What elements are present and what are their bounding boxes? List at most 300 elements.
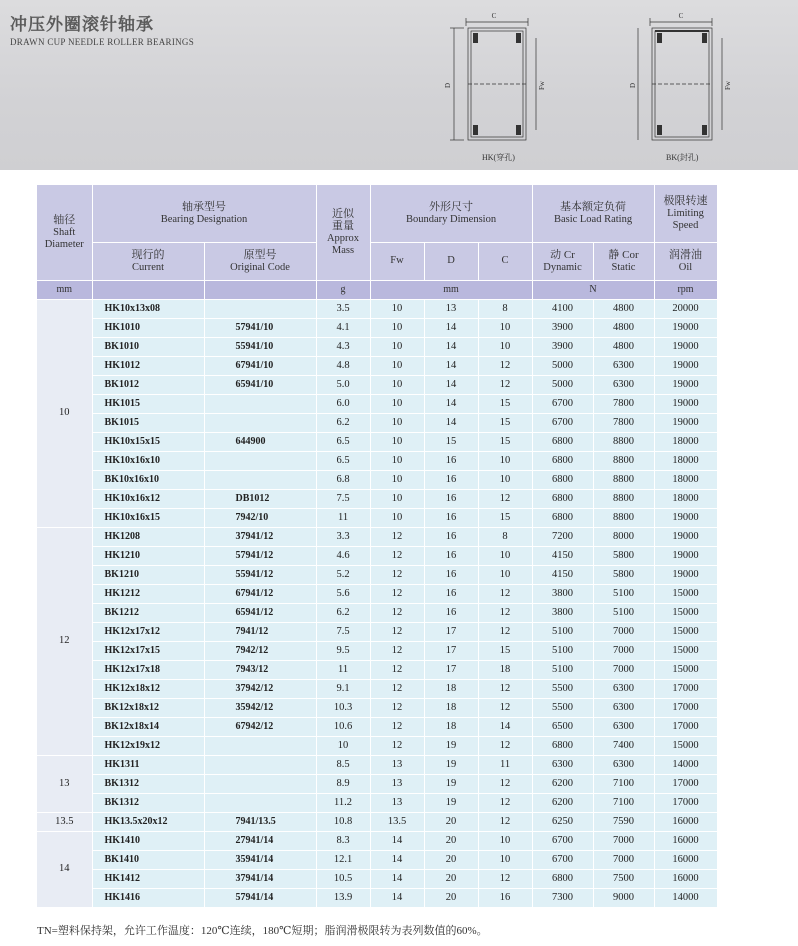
fw-cell: 12 bbox=[370, 699, 424, 718]
current-cell: HK1412 bbox=[92, 870, 204, 889]
d-cell: 20 bbox=[424, 832, 478, 851]
cor-cell: 7000 bbox=[593, 642, 654, 661]
fw-cell: 12 bbox=[370, 680, 424, 699]
dim-c-label: C bbox=[678, 12, 684, 20]
unit-shaft: mm bbox=[37, 281, 92, 300]
c-cell: 10 bbox=[478, 338, 532, 357]
current-cell: HK13.5x20x12 bbox=[92, 813, 204, 832]
original-cell bbox=[204, 794, 316, 813]
fw-cell: 12 bbox=[370, 661, 424, 680]
c-cell: 14 bbox=[478, 718, 532, 737]
mass-cell: 12.1 bbox=[316, 851, 370, 870]
original-cell: 55941/12 bbox=[204, 566, 316, 585]
d-cell: 14 bbox=[424, 357, 478, 376]
original-cell bbox=[204, 775, 316, 794]
cor-cell: 7000 bbox=[593, 832, 654, 851]
original-cell bbox=[204, 395, 316, 414]
table-row bbox=[37, 338, 717, 357]
original-cell: 65941/10 bbox=[204, 376, 316, 395]
table-row bbox=[37, 813, 717, 832]
original-cell: 37941/12 bbox=[204, 528, 316, 547]
c-cell: 12 bbox=[478, 604, 532, 623]
shaft-diameter-cell: 13.5 bbox=[37, 813, 92, 832]
d-cell: 20 bbox=[424, 813, 478, 832]
current-cell: BK12x18x12 bbox=[92, 699, 204, 718]
mass-cell: 5.6 bbox=[316, 585, 370, 604]
table-row bbox=[37, 547, 717, 566]
original-cell bbox=[204, 452, 316, 471]
cor-cell: 6300 bbox=[593, 357, 654, 376]
page-title-cn: 冲压外圈滚针轴承 bbox=[10, 15, 154, 34]
cor-cell: 6300 bbox=[593, 376, 654, 395]
fw-cell: 10 bbox=[370, 319, 424, 338]
c-cell: 12 bbox=[478, 490, 532, 509]
oil-cell: 18000 bbox=[654, 433, 717, 452]
original-cell bbox=[204, 471, 316, 490]
cor-cell: 8800 bbox=[593, 509, 654, 528]
current-cell: BK1010 bbox=[92, 338, 204, 357]
bk-bearing-diagram bbox=[629, 8, 740, 162]
cor-cell: 4800 bbox=[593, 300, 654, 319]
mass-cell: 5.2 bbox=[316, 566, 370, 585]
hk-caption: HK(穿孔) bbox=[482, 153, 515, 162]
dim-d-label: D bbox=[629, 82, 637, 88]
cor-cell: 5100 bbox=[593, 585, 654, 604]
mass-cell: 10 bbox=[316, 737, 370, 756]
cr-cell: 3900 bbox=[532, 338, 593, 357]
original-cell: 67941/10 bbox=[204, 357, 316, 376]
c-cell: 15 bbox=[478, 395, 532, 414]
table-row bbox=[37, 889, 717, 908]
current-cell: BK12x18x14 bbox=[92, 718, 204, 737]
d-cell: 16 bbox=[424, 547, 478, 566]
mass-cell: 10.6 bbox=[316, 718, 370, 737]
cr-cell: 6700 bbox=[532, 414, 593, 433]
current-cell: HK1311 bbox=[92, 756, 204, 775]
c-cell: 15 bbox=[478, 642, 532, 661]
mass-cell: 11 bbox=[316, 661, 370, 680]
oil-cell: 14000 bbox=[654, 756, 717, 775]
c-cell: 12 bbox=[478, 775, 532, 794]
cr-cell: 7200 bbox=[532, 528, 593, 547]
d-cell: 18 bbox=[424, 718, 478, 737]
cr-cell: 6800 bbox=[532, 870, 593, 889]
cor-cell: 5800 bbox=[593, 547, 654, 566]
current-cell: BK1210 bbox=[92, 566, 204, 585]
c-cell: 10 bbox=[478, 452, 532, 471]
c-cell: 10 bbox=[478, 319, 532, 338]
original-cell bbox=[204, 300, 316, 319]
cor-cell: 9000 bbox=[593, 889, 654, 908]
oil-cell: 18000 bbox=[654, 471, 717, 490]
fw-cell: 12 bbox=[370, 737, 424, 756]
oil-cell: 17000 bbox=[654, 775, 717, 794]
fw-cell: 14 bbox=[370, 851, 424, 870]
d-cell: 16 bbox=[424, 452, 478, 471]
current-cell: HK10x16x10 bbox=[92, 452, 204, 471]
cr-cell: 6300 bbox=[532, 756, 593, 775]
original-cell: 644900 bbox=[204, 433, 316, 452]
table-row bbox=[37, 452, 717, 471]
cr-cell: 7300 bbox=[532, 889, 593, 908]
d-cell: 13 bbox=[424, 300, 478, 319]
original-cell: 35941/14 bbox=[204, 851, 316, 870]
oil-cell: 19000 bbox=[654, 509, 717, 528]
mass-cell: 7.5 bbox=[316, 490, 370, 509]
fw-cell: 13.5 bbox=[370, 813, 424, 832]
designation-header: 轴承型号 Bearing Designation bbox=[92, 185, 316, 243]
unit-speed: rpm bbox=[654, 281, 717, 300]
fw-cell: 14 bbox=[370, 889, 424, 908]
cor-cell: 6300 bbox=[593, 718, 654, 737]
table-row bbox=[37, 718, 717, 737]
cr-cell: 6800 bbox=[532, 509, 593, 528]
cor-cell: 7000 bbox=[593, 623, 654, 642]
cr-cell: 4150 bbox=[532, 547, 593, 566]
oil-cell: 14000 bbox=[654, 889, 717, 908]
mass-cell: 4.1 bbox=[316, 319, 370, 338]
current-cell: HK12x17x15 bbox=[92, 642, 204, 661]
current-cell: BK1312 bbox=[92, 775, 204, 794]
c-cell: 12 bbox=[478, 680, 532, 699]
current-cell: HK1012 bbox=[92, 357, 204, 376]
current-cell: HK12x17x18 bbox=[92, 661, 204, 680]
fw-cell: 10 bbox=[370, 357, 424, 376]
cor-cell: 7400 bbox=[593, 737, 654, 756]
shaft-diameter-cell: 14 bbox=[37, 832, 92, 908]
cor-cell: 7590 bbox=[593, 813, 654, 832]
cor-cell: 7800 bbox=[593, 395, 654, 414]
table-row bbox=[37, 300, 717, 319]
original-cell: 7941/12 bbox=[204, 623, 316, 642]
original-cell bbox=[204, 414, 316, 433]
fw-cell: 10 bbox=[370, 452, 424, 471]
cr-cell: 6200 bbox=[532, 775, 593, 794]
cr-cell: 5000 bbox=[532, 357, 593, 376]
fw-cell: 12 bbox=[370, 604, 424, 623]
cr-cell: 6700 bbox=[532, 395, 593, 414]
page-title-en: DRAWN CUP NEEDLE ROLLER BEARINGS bbox=[10, 37, 195, 47]
cor-cell: 7100 bbox=[593, 775, 654, 794]
d-cell: 16 bbox=[424, 528, 478, 547]
original-cell: 35942/12 bbox=[204, 699, 316, 718]
original-cell: 37942/12 bbox=[204, 680, 316, 699]
c-cell: 15 bbox=[478, 509, 532, 528]
oil-cell: 15000 bbox=[654, 623, 717, 642]
original-cell: 7943/12 bbox=[204, 661, 316, 680]
mass-cell: 10.8 bbox=[316, 813, 370, 832]
d-cell: 17 bbox=[424, 661, 478, 680]
fw-cell: 13 bbox=[370, 756, 424, 775]
cr-header: 动 Cr Dynamic bbox=[532, 243, 593, 281]
fw-cell: 12 bbox=[370, 718, 424, 737]
oil-cell: 17000 bbox=[654, 699, 717, 718]
oil-cell: 17000 bbox=[654, 718, 717, 737]
mass-cell: 6.8 bbox=[316, 471, 370, 490]
current-cell: HK1410 bbox=[92, 832, 204, 851]
cor-header: 静 Cor Static bbox=[593, 243, 654, 281]
shaft-diameter-cell: 10 bbox=[37, 300, 92, 528]
unit-dims: mm bbox=[370, 281, 532, 300]
fw-cell: 10 bbox=[370, 490, 424, 509]
cor-cell: 7000 bbox=[593, 661, 654, 680]
cor-cell: 6300 bbox=[593, 756, 654, 775]
oil-cell: 19000 bbox=[654, 528, 717, 547]
fw-cell: 12 bbox=[370, 585, 424, 604]
fw-cell: 10 bbox=[370, 376, 424, 395]
load-header: 基本额定负荷 Basic Load Rating bbox=[532, 185, 654, 243]
cr-cell: 6800 bbox=[532, 452, 593, 471]
c-cell: 15 bbox=[478, 433, 532, 452]
cor-cell: 6300 bbox=[593, 680, 654, 699]
fw-cell: 12 bbox=[370, 547, 424, 566]
c-cell: 18 bbox=[478, 661, 532, 680]
current-cell: HK10x16x15 bbox=[92, 509, 204, 528]
mass-cell: 4.8 bbox=[316, 357, 370, 376]
cor-cell: 5800 bbox=[593, 566, 654, 585]
cr-cell: 6800 bbox=[532, 737, 593, 756]
mass-cell: 6.5 bbox=[316, 433, 370, 452]
table-row bbox=[37, 851, 717, 870]
fw-cell: 12 bbox=[370, 566, 424, 585]
c-cell: 12 bbox=[478, 699, 532, 718]
table-row bbox=[37, 357, 717, 376]
bk-caption: BK(封孔) bbox=[666, 153, 699, 162]
dim-fw-label: Fw bbox=[724, 81, 732, 90]
c-cell: 12 bbox=[478, 357, 532, 376]
cor-cell: 7000 bbox=[593, 851, 654, 870]
table-body bbox=[37, 300, 717, 908]
table-row bbox=[37, 490, 717, 509]
oil-cell: 19000 bbox=[654, 319, 717, 338]
oil-cell: 17000 bbox=[654, 794, 717, 813]
cr-cell: 5000 bbox=[532, 376, 593, 395]
table-row bbox=[37, 471, 717, 490]
original-cell: 67942/12 bbox=[204, 718, 316, 737]
oil-cell: 19000 bbox=[654, 414, 717, 433]
d-cell: 15 bbox=[424, 433, 478, 452]
original-cell: 57941/12 bbox=[204, 547, 316, 566]
oil-cell: 15000 bbox=[654, 604, 717, 623]
fw-cell: 10 bbox=[370, 300, 424, 319]
c-cell: 15 bbox=[478, 414, 532, 433]
oil-cell: 16000 bbox=[654, 851, 717, 870]
c-cell: 12 bbox=[478, 623, 532, 642]
c-cell: 10 bbox=[478, 471, 532, 490]
dim-c-label: C bbox=[491, 12, 497, 20]
cor-cell: 6300 bbox=[593, 699, 654, 718]
bearing-spec-table bbox=[37, 185, 718, 908]
current-cell: HK12x17x12 bbox=[92, 623, 204, 642]
current-cell: BK1212 bbox=[92, 604, 204, 623]
c-cell: 12 bbox=[478, 794, 532, 813]
cr-cell: 6700 bbox=[532, 832, 593, 851]
fw-cell: 12 bbox=[370, 528, 424, 547]
table-row bbox=[37, 319, 717, 338]
table-row bbox=[37, 509, 717, 528]
original-cell: 57941/10 bbox=[204, 319, 316, 338]
table-row bbox=[37, 566, 717, 585]
oil-cell: 17000 bbox=[654, 680, 717, 699]
original-cell: 7942/10 bbox=[204, 509, 316, 528]
d-cell: 18 bbox=[424, 680, 478, 699]
c-cell: 12 bbox=[478, 585, 532, 604]
cor-cell: 8800 bbox=[593, 433, 654, 452]
current-cell: BK1410 bbox=[92, 851, 204, 870]
table-row bbox=[37, 623, 717, 642]
oil-cell: 18000 bbox=[654, 452, 717, 471]
mass-cell: 9.5 bbox=[316, 642, 370, 661]
original-cell bbox=[204, 737, 316, 756]
oil-cell: 19000 bbox=[654, 566, 717, 585]
original-cell: 27941/14 bbox=[204, 832, 316, 851]
current-cell: HK1212 bbox=[92, 585, 204, 604]
d-cell: 16 bbox=[424, 566, 478, 585]
d-cell: 18 bbox=[424, 699, 478, 718]
fw-cell: 10 bbox=[370, 433, 424, 452]
shaft-header: 轴径 Shaft Diameter bbox=[37, 185, 92, 281]
d-cell: 19 bbox=[424, 737, 478, 756]
mass-cell: 8.5 bbox=[316, 756, 370, 775]
d-cell: 14 bbox=[424, 414, 478, 433]
boundary-header: 外形尺寸 Boundary Dimension bbox=[370, 185, 532, 243]
hk-bearing-diagram bbox=[440, 8, 550, 162]
d-cell: 19 bbox=[424, 794, 478, 813]
current-cell: HK1010 bbox=[92, 319, 204, 338]
oil-cell: 20000 bbox=[654, 300, 717, 319]
original-cell: 7942/12 bbox=[204, 642, 316, 661]
cr-cell: 6250 bbox=[532, 813, 593, 832]
mass-cell: 6.0 bbox=[316, 395, 370, 414]
c-cell: 10 bbox=[478, 832, 532, 851]
speed-header: 极限转速 Limiting Speed bbox=[654, 185, 717, 243]
fw-cell: 12 bbox=[370, 623, 424, 642]
fw-cell: 14 bbox=[370, 870, 424, 889]
shaft-diameter-cell: 13 bbox=[37, 756, 92, 813]
d-cell: 16 bbox=[424, 585, 478, 604]
oil-cell: 15000 bbox=[654, 642, 717, 661]
unit-load: N bbox=[532, 281, 654, 300]
d-header: D bbox=[424, 243, 478, 281]
d-cell: 14 bbox=[424, 338, 478, 357]
table-row bbox=[37, 642, 717, 661]
c-cell: 10 bbox=[478, 547, 532, 566]
table-row bbox=[37, 376, 717, 395]
cor-cell: 4800 bbox=[593, 338, 654, 357]
cr-cell: 5500 bbox=[532, 699, 593, 718]
table-row bbox=[37, 528, 717, 547]
c-cell: 16 bbox=[478, 889, 532, 908]
table-row bbox=[37, 775, 717, 794]
c-cell: 8 bbox=[478, 528, 532, 547]
c-header: C bbox=[478, 243, 532, 281]
current-cell: HK12x18x12 bbox=[92, 680, 204, 699]
oil-cell: 19000 bbox=[654, 395, 717, 414]
current-cell: BK1015 bbox=[92, 414, 204, 433]
fw-cell: 10 bbox=[370, 338, 424, 357]
current-cell: HK12x19x12 bbox=[92, 737, 204, 756]
original-cell: 67941/12 bbox=[204, 585, 316, 604]
d-cell: 14 bbox=[424, 395, 478, 414]
current-cell: HK10x13x08 bbox=[92, 300, 204, 319]
cor-cell: 5100 bbox=[593, 604, 654, 623]
current-cell: HK1210 bbox=[92, 547, 204, 566]
dim-d-label: D bbox=[444, 82, 452, 88]
fw-cell: 13 bbox=[370, 794, 424, 813]
original-cell bbox=[204, 756, 316, 775]
fw-cell: 14 bbox=[370, 832, 424, 851]
cor-cell: 4800 bbox=[593, 319, 654, 338]
original-cell: 55941/10 bbox=[204, 338, 316, 357]
dim-fw-label: Fw bbox=[538, 81, 546, 90]
cr-cell: 4100 bbox=[532, 300, 593, 319]
d-cell: 16 bbox=[424, 490, 478, 509]
d-cell: 14 bbox=[424, 376, 478, 395]
cr-cell: 3800 bbox=[532, 585, 593, 604]
cr-cell: 3900 bbox=[532, 319, 593, 338]
table-row bbox=[37, 414, 717, 433]
cor-cell: 8800 bbox=[593, 471, 654, 490]
fw-cell: 10 bbox=[370, 471, 424, 490]
table-row bbox=[37, 737, 717, 756]
table-row bbox=[37, 870, 717, 889]
table-row bbox=[37, 756, 717, 775]
original-cell: 57941/14 bbox=[204, 889, 316, 908]
cr-cell: 6800 bbox=[532, 490, 593, 509]
cr-cell: 6700 bbox=[532, 851, 593, 870]
mass-cell: 8.3 bbox=[316, 832, 370, 851]
oil-cell: 16000 bbox=[654, 832, 717, 851]
mass-cell: 5.0 bbox=[316, 376, 370, 395]
fw-cell: 12 bbox=[370, 642, 424, 661]
mass-cell: 7.5 bbox=[316, 623, 370, 642]
current-cell: HK1015 bbox=[92, 395, 204, 414]
c-cell: 11 bbox=[478, 756, 532, 775]
cr-cell: 6800 bbox=[532, 471, 593, 490]
current-cell: BK1012 bbox=[92, 376, 204, 395]
current-cell: BK10x16x10 bbox=[92, 471, 204, 490]
c-cell: 10 bbox=[478, 851, 532, 870]
mass-cell: 3.3 bbox=[316, 528, 370, 547]
table-row bbox=[37, 395, 717, 414]
table-row bbox=[37, 794, 717, 813]
mass-cell: 8.9 bbox=[316, 775, 370, 794]
original-header: 原型号 Original Code bbox=[204, 243, 316, 281]
mass-cell: 6.2 bbox=[316, 604, 370, 623]
c-cell: 12 bbox=[478, 813, 532, 832]
oil-cell: 15000 bbox=[654, 661, 717, 680]
header-banner bbox=[0, 0, 798, 170]
c-cell: 12 bbox=[478, 737, 532, 756]
original-cell: DB1012 bbox=[204, 490, 316, 509]
mass-cell: 6.2 bbox=[316, 414, 370, 433]
d-cell: 14 bbox=[424, 319, 478, 338]
oil-cell: 18000 bbox=[654, 490, 717, 509]
c-cell: 12 bbox=[478, 376, 532, 395]
mass-header: 近似 重量 Approx Mass bbox=[316, 185, 370, 281]
cor-cell: 7800 bbox=[593, 414, 654, 433]
current-cell: HK10x15x15 bbox=[92, 433, 204, 452]
d-cell: 20 bbox=[424, 851, 478, 870]
table-row bbox=[37, 661, 717, 680]
oil-cell: 15000 bbox=[654, 585, 717, 604]
oil-cell: 19000 bbox=[654, 376, 717, 395]
d-cell: 17 bbox=[424, 623, 478, 642]
fw-cell: 13 bbox=[370, 775, 424, 794]
current-header: 现行的 Current bbox=[92, 243, 204, 281]
cr-cell: 4150 bbox=[532, 566, 593, 585]
unit-mass: g bbox=[316, 281, 370, 300]
